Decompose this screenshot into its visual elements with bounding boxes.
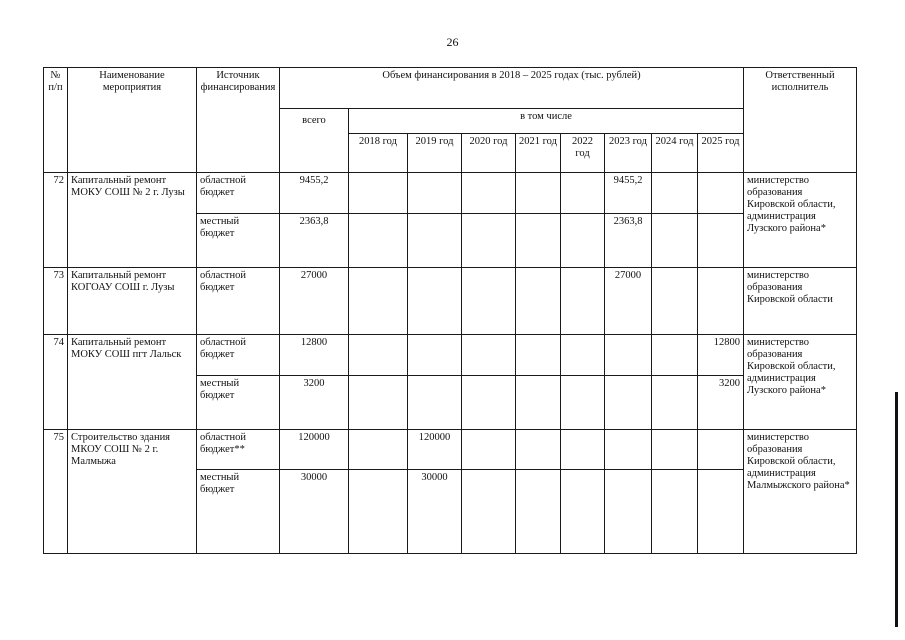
- funding-source: областной бюджет: [197, 268, 280, 335]
- year-value: [408, 335, 462, 376]
- measure-name: Капитальный ремонт МОКУ СОШ № 2 г. Лузы: [68, 173, 197, 268]
- year-value: [462, 214, 516, 268]
- header-including: в том числе: [349, 109, 744, 134]
- header-responsible: Ответственный исполнитель: [744, 68, 857, 173]
- year-value: [652, 214, 698, 268]
- year-value: 12800: [698, 335, 744, 376]
- year-value: [652, 335, 698, 376]
- year-value: 30000: [408, 470, 462, 554]
- total-value: 30000: [280, 470, 349, 554]
- year-value: [605, 430, 652, 470]
- header-year: 2023 год: [605, 134, 652, 173]
- row-number: 75: [44, 430, 68, 554]
- year-value: [605, 335, 652, 376]
- year-value: [698, 173, 744, 214]
- year-value: [349, 214, 408, 268]
- funding-source: местный бюджет: [197, 376, 280, 430]
- year-value: [652, 268, 698, 335]
- measure-name: Строительство здания МКОУ СОШ № 2 г. Малмыжа: [68, 430, 197, 554]
- funding-source: областной бюджет**: [197, 430, 280, 470]
- measure-name: Капитальный ремонт МОКУ СОШ пгт Лальск: [68, 335, 197, 430]
- year-value: 3200: [698, 376, 744, 430]
- total-value: 3200: [280, 376, 349, 430]
- funding-source: областной бюджет: [197, 173, 280, 214]
- year-value: [349, 173, 408, 214]
- year-value: [516, 470, 561, 554]
- year-value: [698, 470, 744, 554]
- year-value: [516, 214, 561, 268]
- year-value: [408, 214, 462, 268]
- responsible-executor: министерство образования Кировской области: [744, 268, 857, 335]
- scan-edge-line: [895, 392, 898, 627]
- header-year: 2020 год: [462, 134, 516, 173]
- page-number: 26: [446, 35, 459, 49]
- year-value: [462, 430, 516, 470]
- funding-source: местный бюджет: [197, 470, 280, 554]
- year-value: [349, 268, 408, 335]
- total-value: 120000: [280, 430, 349, 470]
- year-value: [349, 470, 408, 554]
- responsible-executor: министерство образования Кировской области, администрация Лузского района*: [744, 173, 857, 268]
- year-value: 9455,2: [605, 173, 652, 214]
- header-source: Источник финансирования: [197, 68, 280, 173]
- year-value: [561, 430, 605, 470]
- year-value: [349, 376, 408, 430]
- year-value: [408, 376, 462, 430]
- year-value: 27000: [605, 268, 652, 335]
- funding-source: областной бюджет: [197, 335, 280, 376]
- year-value: [561, 268, 605, 335]
- year-value: [652, 470, 698, 554]
- year-value: [516, 335, 561, 376]
- year-value: [561, 214, 605, 268]
- row-number: 73: [44, 268, 68, 335]
- year-value: [516, 430, 561, 470]
- year-value: [462, 335, 516, 376]
- table-row: [44, 430, 857, 470]
- year-value: [462, 268, 516, 335]
- financing-table: [43, 67, 857, 554]
- total-value: 12800: [280, 335, 349, 376]
- year-value: [462, 376, 516, 430]
- header-year: 2022 год: [561, 134, 605, 173]
- table-row: [44, 335, 857, 376]
- year-value: [652, 376, 698, 430]
- year-value: [561, 470, 605, 554]
- header-year: 2024 год: [652, 134, 698, 173]
- header-name: Наименование мероприятия: [68, 68, 197, 173]
- table-row: [44, 173, 857, 214]
- responsible-executor: министерство образования Кировской области, администрация Лузского района*: [744, 335, 857, 430]
- year-value: [561, 335, 605, 376]
- measure-name: Капитальный ремонт КОГОАУ СОШ г. Лузы: [68, 268, 197, 335]
- year-value: [516, 173, 561, 214]
- funding-source: местный бюджет: [197, 214, 280, 268]
- year-value: [516, 268, 561, 335]
- year-value: [698, 268, 744, 335]
- year-value: [408, 268, 462, 335]
- row-number: 74: [44, 335, 68, 430]
- year-value: [652, 430, 698, 470]
- total-value: 27000: [280, 268, 349, 335]
- year-value: [698, 214, 744, 268]
- header-year: 2021 год: [516, 134, 561, 173]
- year-value: [349, 430, 408, 470]
- year-value: [561, 173, 605, 214]
- year-value: [462, 173, 516, 214]
- header-year: 2018 год: [349, 134, 408, 173]
- table-row: [44, 268, 857, 335]
- year-value: [561, 376, 605, 430]
- year-value: [605, 470, 652, 554]
- year-value: 2363,8: [605, 214, 652, 268]
- year-value: [698, 430, 744, 470]
- header-year: 2019 год: [408, 134, 462, 173]
- total-value: 2363,8: [280, 214, 349, 268]
- row-number: 72: [44, 173, 68, 268]
- year-value: [462, 470, 516, 554]
- header-volume: Объем финансирования в 2018 – 2025 годах (тыс. рублей): [280, 68, 744, 109]
- header-no: № п/п: [44, 68, 68, 173]
- total-value: 9455,2: [280, 173, 349, 214]
- header-year: 2025 год: [698, 134, 744, 173]
- year-value: [349, 335, 408, 376]
- year-value: 120000: [408, 430, 462, 470]
- year-value: [605, 376, 652, 430]
- year-value: [652, 173, 698, 214]
- year-value: [408, 173, 462, 214]
- year-value: [516, 376, 561, 430]
- header-total: всего: [280, 109, 349, 173]
- responsible-executor: министерство образования Кировской области, администрация Малмыжского района*: [744, 430, 857, 554]
